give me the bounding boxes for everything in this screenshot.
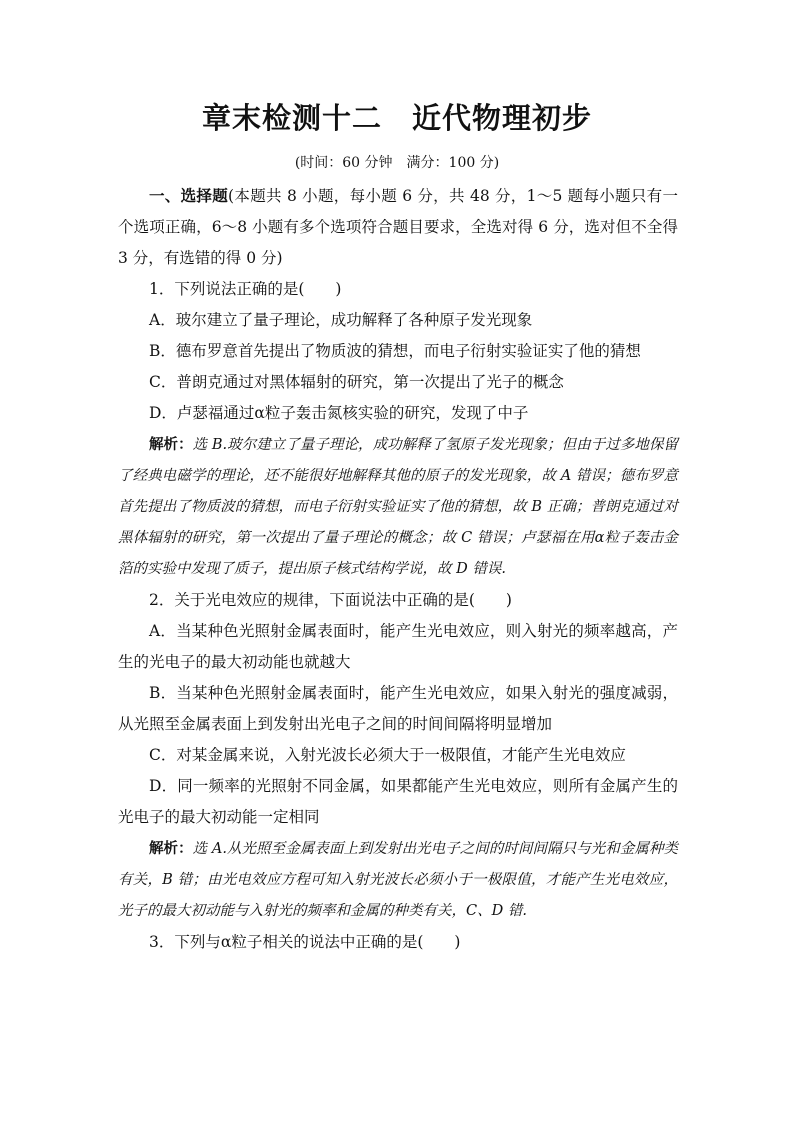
question-2-option-d: D．同一频率的光照射不同金属，如果都能产生光电效应，则所有金属产生的光电子的最大初动能一定相同 — [118, 777, 678, 826]
section-intro — [118, 180, 678, 274]
explanation-label: 解析： — [149, 436, 193, 453]
question-3-stem: 3．下列与α粒子相关的说法中正确的是( ) — [149, 933, 461, 951]
question-2-option-c: C．对某金属来说，入射光波长必须大于一极限值，才能产生光电效应 — [149, 746, 626, 764]
exam-meta: (时间：60 分钟 满分：100 分) — [294, 155, 500, 171]
document-body — [118, 180, 678, 958]
explanation-text: 选 A.从光照至金属表面上到发射出光电子之间的时间间隔只与光和金属种类有关，B 错；由光电效应方程可知入射光波长必须小于一极限值，才能产生光电效应，光子的最大初动能与入射光的频率和金属的种类有关，C、D 错. — [118, 841, 679, 919]
question-1-explanation — [118, 429, 678, 585]
question-1-stem: 1．下列说法正确的是( ) — [149, 280, 342, 298]
question-1-option-c: C．普朗克通过对黑体辐射的研究，第一次提出了光子的概念 — [149, 373, 564, 391]
title-topic: 近代物理初步 — [412, 101, 593, 135]
question-1-option-b: B．德布罗意首先提出了物质波的猜想，而电子衍射实验证实了他的猜想 — [149, 342, 641, 360]
page-title — [0, 96, 794, 137]
question-1-option-a: A．玻尔建立了量子理论，成功解释了各种原子发光现象 — [149, 311, 533, 329]
question-2-stem: 2．关于光电效应的规律，下面说法中正确的是( ) — [149, 591, 512, 609]
question-1-option-d: D．卢瑟福通过α粒子轰击氮核实验的研究，发现了中子 — [149, 404, 529, 422]
section-instructions: (本题共 8 小题，每小题 6 分，共 48 分，1～5 题每小题只有一个选项正确，6～8 小题有多个选项符合题目要求，全选对得 6 分，选对但不全得 3 分，有选错的得 0 分) — [118, 187, 678, 267]
title-chapter: 章末检测十二 — [201, 101, 382, 135]
section-label: 一、选择题 — [149, 186, 229, 205]
question-2-option-b: B．当某种色光照射金属表面时，能产生光电效应，如果入射光的强度减弱，从光照至金属表面上到发射出光电子之间的时间间隔将明显增加 — [118, 684, 678, 733]
explanation-text: 选 B.玻尔建立了量子理论，成功解释了氢原子发光现象；但由于过多地保留了经典电磁学的理论，还不能很好地解释其他的原子的发光现象，故 A 错误；德布罗意首先提出了物质波的猜想，而电子衍射实验证实了他的猜想，故 B 正确；普朗克通过对黑体辐射的研究，第一次提出了量子理论的概念；故 C 错误；卢瑟福在用α粒子轰击金箔的实验中发现了质子，提出原子核式结构学说，故 D 错误. — [118, 437, 679, 577]
question-2-option-a: A．当某种色光照射金属表面时，能产生光电效应，则入射光的频率越高，产生的光电子的最大初动能也就越大 — [118, 622, 678, 671]
explanation-label: 解析： — [149, 840, 193, 857]
question-2-explanation — [118, 833, 678, 927]
